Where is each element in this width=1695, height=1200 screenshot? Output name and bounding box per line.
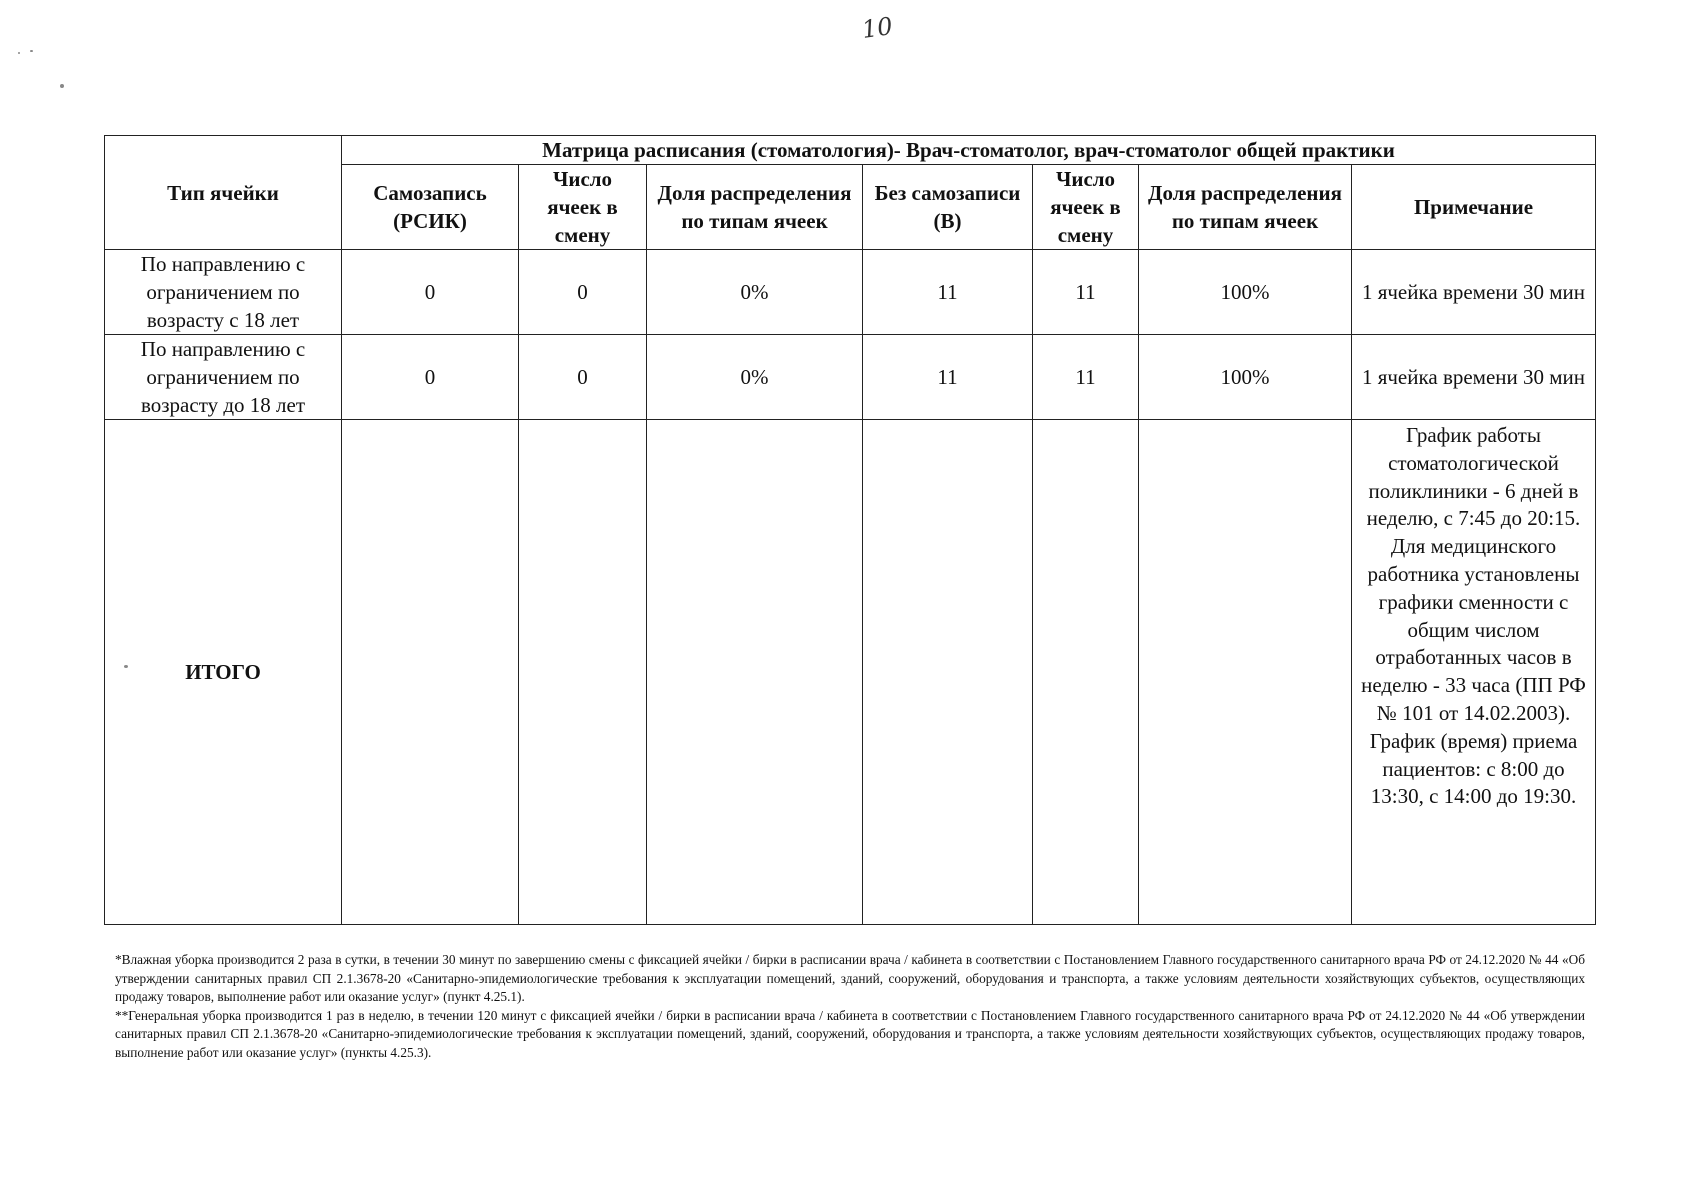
header-cells-per-shift-2: Число ячеек в смену xyxy=(1033,165,1139,250)
table-row xyxy=(105,335,1596,420)
row-note: 1 ячейка времени 30 мин xyxy=(1352,335,1596,420)
total-empty-cell xyxy=(863,420,1033,925)
header-cells-per-shift-1: Число ячеек в смену xyxy=(519,165,647,250)
row-cells-2: 11 xyxy=(1033,250,1139,335)
row-share-1: 0% xyxy=(647,250,863,335)
row-note: 1 ячейка времени 30 мин xyxy=(1352,250,1596,335)
total-empty-cell xyxy=(1033,420,1139,925)
row-share-2: 100% xyxy=(1139,250,1352,335)
row-cells-1: 0 xyxy=(519,335,647,420)
row-self-record: 0 xyxy=(342,250,519,335)
schedule-matrix-table xyxy=(104,135,1596,925)
row-cells-1: 0 xyxy=(519,250,647,335)
total-empty-cell xyxy=(519,420,647,925)
total-note: График работы стоматологической поликлиники - 6 дней в неделю, с 7:45 до 20:15. Для медицинского работника установлены графики сменности с общим числом отработанных часов в неделю - 33 часа (ПП РФ № 101 от 14.02.2003). График (время) приема пациентов: с 8:00 до 13:30, с 14:00 до 19:30. xyxy=(1352,420,1596,925)
row-cells-2: 11 xyxy=(1033,335,1139,420)
page-number: 10 xyxy=(860,12,895,44)
footnote-general-cleaning: **Генеральная уборка производится 1 раз в неделю, в течении 120 минут с фиксацией ячейки / бирки в расписании врача / кабинета в соответствии с Постановлением Главного государственного санитарного врача РФ от 24.12.2020 № 44 «Об утверждении санитарных правил СП 2.1.3678-20 «Санитарно-эпидемиологические требования к эксплуатации помещений, зданий, сооружений, оборудования и транспорта, а также условиям деятельности хозяйствующих субъектов, осуществляющих продажу товаров, выполнение работ или оказание услуг» (пункты 4.25.3). xyxy=(115,1007,1585,1060)
scan-speck xyxy=(30,50,33,52)
header-share-1: Доля распределения по типам ячеек xyxy=(647,165,863,250)
row-no-self-record: 11 xyxy=(863,250,1033,335)
header-share-2: Доля распределения по типам ячеек xyxy=(1139,165,1352,250)
total-empty-cell xyxy=(342,420,519,925)
total-label: ИТОГО xyxy=(105,420,342,925)
row-cell-type: По направлению с ограничением по возрасту с 18 лет xyxy=(105,250,342,335)
header-note: Примечание xyxy=(1352,165,1596,250)
header-cell-type: Тип ячейки xyxy=(105,136,342,250)
footnotes xyxy=(115,951,1585,1062)
row-no-self-record: 11 xyxy=(863,335,1033,420)
header-no-self-record: Без самозаписи (В) xyxy=(863,165,1033,250)
row-self-record: 0 xyxy=(342,335,519,420)
total-row xyxy=(105,420,1596,925)
row-share-2: 100% xyxy=(1139,335,1352,420)
total-empty-cell xyxy=(1139,420,1352,925)
total-empty-cell xyxy=(647,420,863,925)
footnote-wet-cleaning: *Влажная уборка производится 2 раза в сутки, в течении 30 минут по завершению смены с фиксацией ячейки / бирки в расписании врача / кабинета в соответствии с Постановлением Главного государственного санитарного врача РФ от 24.12.2020 № 44 «Об утверждении санитарных правил СП 2.1.3678-20 «Санитарно-эпидемиологические требования к эксплуатации помещений, зданий, сооружений, оборудования и транспорта, а также условиям деятельности хозяйствующих субъектов, осуществляющих продажу товаров, выполнение работ или оказание услуг» (пункт 4.25.1). xyxy=(115,952,1585,1004)
header-self-record: Самозапись (РСИК) xyxy=(342,165,519,250)
table-row xyxy=(105,250,1596,335)
scan-speck xyxy=(60,84,64,88)
scan-speck xyxy=(18,52,20,54)
row-cell-type: По направлению с ограничением по возрасту до 18 лет xyxy=(105,335,342,420)
row-share-1: 0% xyxy=(647,335,863,420)
table-title: Матрица расписания (стоматология)- Врач-стоматолог, врач-стоматолог общей практики xyxy=(342,136,1596,165)
